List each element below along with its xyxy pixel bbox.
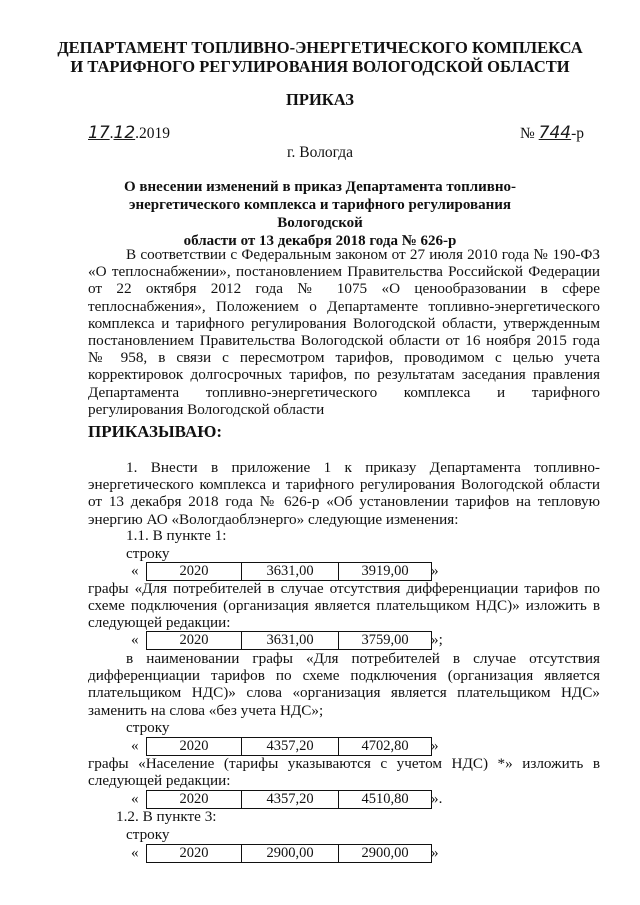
tariff-row-table (146, 844, 432, 863)
city: г. Вологда (286, 144, 354, 161)
quote-open: « (131, 737, 139, 754)
quote-open: « (131, 562, 139, 579)
department-name-line2: И ТАРИФНОГО РЕГУЛИРОВАНИЯ ВОЛОГОДСКОЙ ОБЛАСТИ (70, 57, 570, 76)
text-graph2: графы «Население (тарифы указываются с учетом НДС) *» изложить в следующей редакции: (88, 755, 600, 790)
date-year: .2019 (135, 125, 171, 142)
quote-open: « (131, 631, 139, 648)
stroku-label: строку (126, 545, 170, 562)
quote-close: » (431, 737, 439, 754)
text-graph1: графы «Для потребителей в случае отсутствия дифференциации тарифов по схеме подключения (организация является плательщиком НДС)» изложить в следующей редакции: (88, 580, 600, 632)
date-day: 17 (88, 123, 110, 143)
department-name-line1: ДЕПАРТАМЕНТ ТОПЛИВНО-ЭНЕРГЕТИЧЕСКОГО КОМПЛЕКСА (57, 38, 583, 57)
order-date (88, 123, 170, 143)
table-cell-year: 2020 (147, 563, 242, 581)
order-subject (100, 178, 540, 250)
document-title: ПРИКАЗ (286, 90, 354, 109)
subitem-1-1: 1.1. В пункте 1: (126, 527, 227, 544)
table-cell-value1: 3631,00 (242, 563, 339, 581)
table-cell-year: 2020 (147, 738, 242, 756)
number-value: 744 (538, 123, 572, 143)
quote-close-semicolon: »; (431, 631, 443, 648)
item-1: 1. Внести в приложение 1 к приказу Департамента топливно-энергетического комплекса и тарифного регулирования Вологодской области от 13 декабря 2018 года № 626-р «Об установлении тарифов на тепловую энергию АО «Вологдаоблэнерго» следующие изменения: (88, 459, 600, 528)
subitem-1-2: 1.2. В пункте 3: (116, 808, 217, 825)
quote-open: « (131, 844, 139, 861)
table-cell-year: 2020 (147, 632, 242, 650)
subject-line2: энергетического комплекса и тарифного регулирования Вологодской (128, 197, 512, 231)
table-cell-value1: 4357,20 (242, 791, 339, 809)
quote-close: » (431, 562, 439, 579)
table-cell-value2: 2900,00 (339, 845, 432, 863)
table-cell-value1: 4357,20 (242, 738, 339, 756)
table-cell-year: 2020 (147, 791, 242, 809)
table-cell-value2: 3759,00 (339, 632, 432, 650)
stroku-label: строку (126, 719, 170, 736)
table-cell-value1: 2900,00 (242, 845, 339, 863)
table-cell-value2: 4510,80 (339, 791, 432, 809)
quote-open: « (131, 790, 139, 807)
quote-close-dot: ». (431, 790, 443, 807)
table-cell-value2: 4702,80 (339, 738, 432, 756)
order-word: ПРИКАЗЫВАЮ: (88, 422, 223, 441)
tariff-row-table (146, 790, 432, 809)
number-prefix: № (520, 125, 535, 142)
subject-line1: О внесении изменений в приказ Департамента топливно- (123, 179, 517, 195)
quote-close: » (431, 844, 439, 861)
number-suffix: -р (571, 125, 585, 142)
preamble: В соответствии с Федеральным законом от 27 июля 2010 года № 190-ФЗ «О теплоснабжении», постановлением Правительства Российской Федерации от 22 октября 2012 года № 1075 «О ценообразовании в сфере теплоснабжения», Положением о Департаменте топливно-энергетического комплекса и тарифного регулирования Вологодской области, утвержденным постановлением Правительства Вологодской области от 16 ноября 2015 года № 958, в связи с пересмотром тарифов, проводимом с целью учета корректировок долгосрочных тарифов, по результатам заседания правления Департамента топливно-энергетического комплекса и тарифного регулирования Вологодской области (88, 246, 600, 418)
tariff-row-table (146, 631, 432, 650)
tariff-row-table (146, 562, 432, 581)
text-rename: в наименовании графы «Для потребителей в случае отсутствия дифференциации тарифов по схеме подключения (организация является плательщиком НДС)» слова «организация является плательщиком НДС» заменить на слова «без учета НДС»; (88, 650, 600, 719)
stroku-label: строку (126, 826, 170, 843)
table-cell-value1: 3631,00 (242, 632, 339, 650)
date-month: 12 (113, 123, 136, 143)
tariff-row-table (146, 737, 432, 756)
date-separator: . (109, 125, 114, 142)
order-number (520, 123, 584, 143)
subject-line3: области от 13 декабря 2018 года № 626-р (183, 233, 457, 249)
table-cell-value2: 3919,00 (339, 563, 432, 581)
table-cell-year: 2020 (147, 845, 242, 863)
